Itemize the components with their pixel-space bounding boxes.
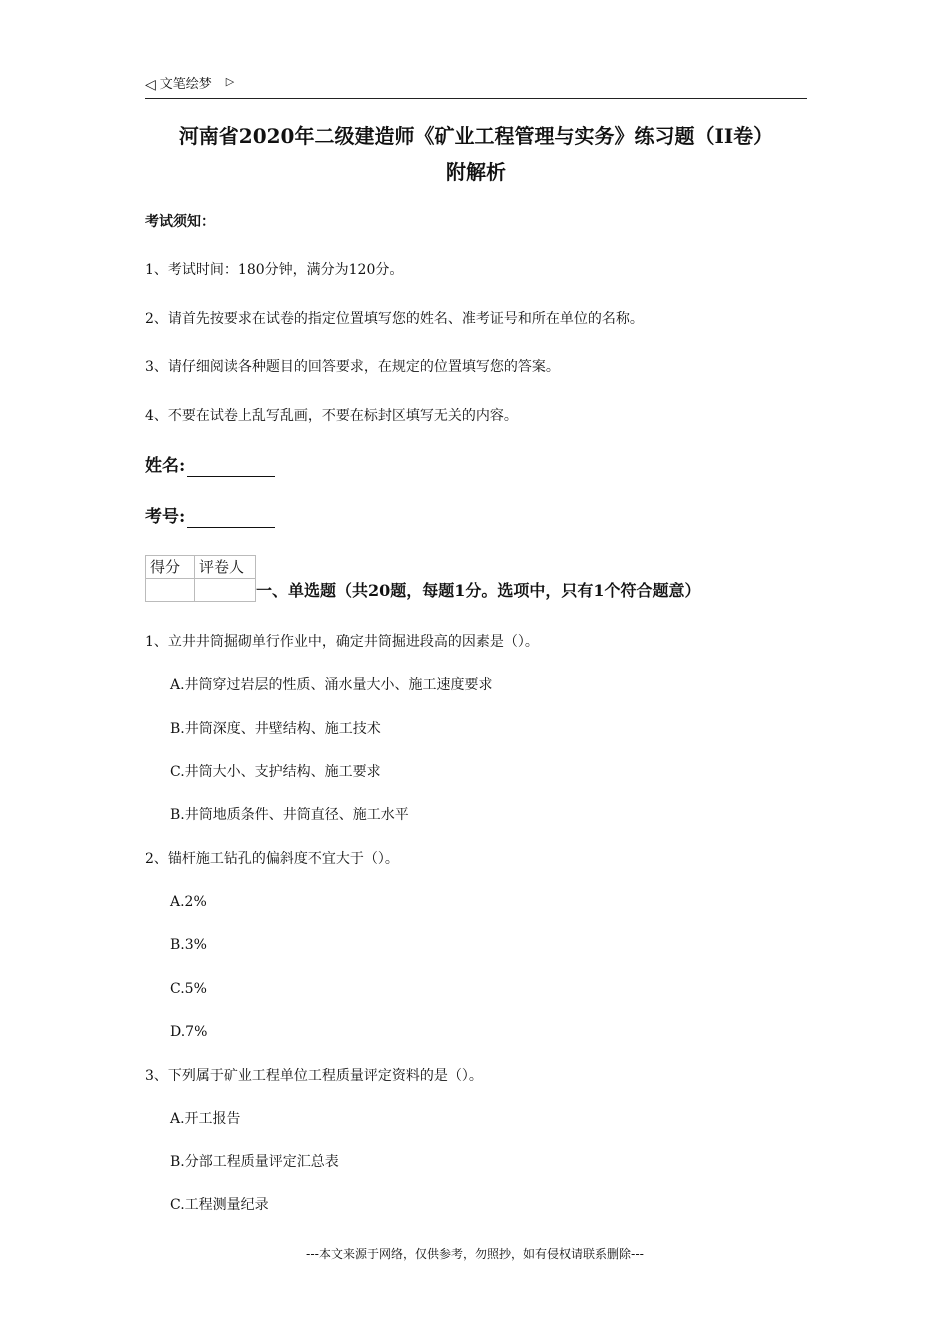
question-option: A.2% <box>170 894 207 910</box>
number-field <box>145 506 275 528</box>
triangle-left-icon: ◁ <box>145 77 156 93</box>
question-option: D.7% <box>170 1024 208 1040</box>
title-line-2: 附解析 <box>446 160 506 184</box>
question-option: B.3% <box>170 937 207 953</box>
number-blank[interactable] <box>187 509 275 528</box>
question-option: B.井筒深度、井壁结构、施工技术 <box>170 721 381 737</box>
score-header: 得分 <box>146 556 195 579</box>
question-stem: 3、下列属于矿业工程单位工程质量评定资料的是（）。 <box>145 1068 483 1084</box>
title-line-1: 河南省2020年二级建造师《矿业工程管理与实务》练习题（II卷） <box>178 124 774 148</box>
brand <box>145 76 234 94</box>
name-field <box>145 455 275 477</box>
question-option: B.分部工程质量评定汇总表 <box>170 1154 339 1170</box>
triangle-right-icon: ▷ <box>225 75 235 88</box>
name-blank[interactable] <box>187 458 275 477</box>
grader-cell[interactable] <box>195 579 256 602</box>
header-divider <box>145 98 807 99</box>
number-label: 考号: <box>145 507 186 527</box>
question-option: C.5% <box>170 981 207 997</box>
question-option: A.开工报告 <box>170 1111 241 1127</box>
question-stem: 2、锚杆施工钻孔的偏斜度不宜大于（）。 <box>145 851 399 867</box>
score-cell[interactable] <box>146 579 195 602</box>
notice-item: 4、不要在试卷上乱写乱画，不要在标封区填写无关的内容。 <box>145 408 518 424</box>
document-title <box>120 118 832 190</box>
section-title: 一、单选题（共20题，每题1分。选项中，只有1个符合题意） <box>256 581 701 600</box>
question-option: C.工程测量纪录 <box>170 1197 269 1213</box>
name-label: 姓名: <box>145 456 186 476</box>
score-table <box>145 555 256 602</box>
notice-item: 2、请首先按要求在试卷的指定位置填写您的姓名、准考证号和所在单位的名称。 <box>145 311 644 327</box>
notice-heading: 考试须知： <box>145 214 215 230</box>
footer-disclaimer: ---本文来源于网络，仅供参考，勿照抄，如有侵权请联系删除--- <box>306 1247 644 1261</box>
question-option: B.井筒地质条件、井筒直径、施工水平 <box>170 807 409 823</box>
notice-item: 3、请仔细阅读各种题目的回答要求，在规定的位置填写您的答案。 <box>145 359 560 375</box>
notice-item: 1、考试时间：180分钟，满分为120分。 <box>145 262 404 278</box>
grader-header: 评卷人 <box>195 556 256 579</box>
page-header <box>145 76 807 98</box>
question-stem: 1、立井井筒掘砌单行作业中，确定井筒掘进段高的因素是（）。 <box>145 634 539 650</box>
brand-text: 文笔绘梦 <box>159 77 212 92</box>
question-option: A.井筒穿过岩层的性质、涌水量大小、施工速度要求 <box>170 677 493 693</box>
question-option: C.井筒大小、支护结构、施工要求 <box>170 764 381 780</box>
